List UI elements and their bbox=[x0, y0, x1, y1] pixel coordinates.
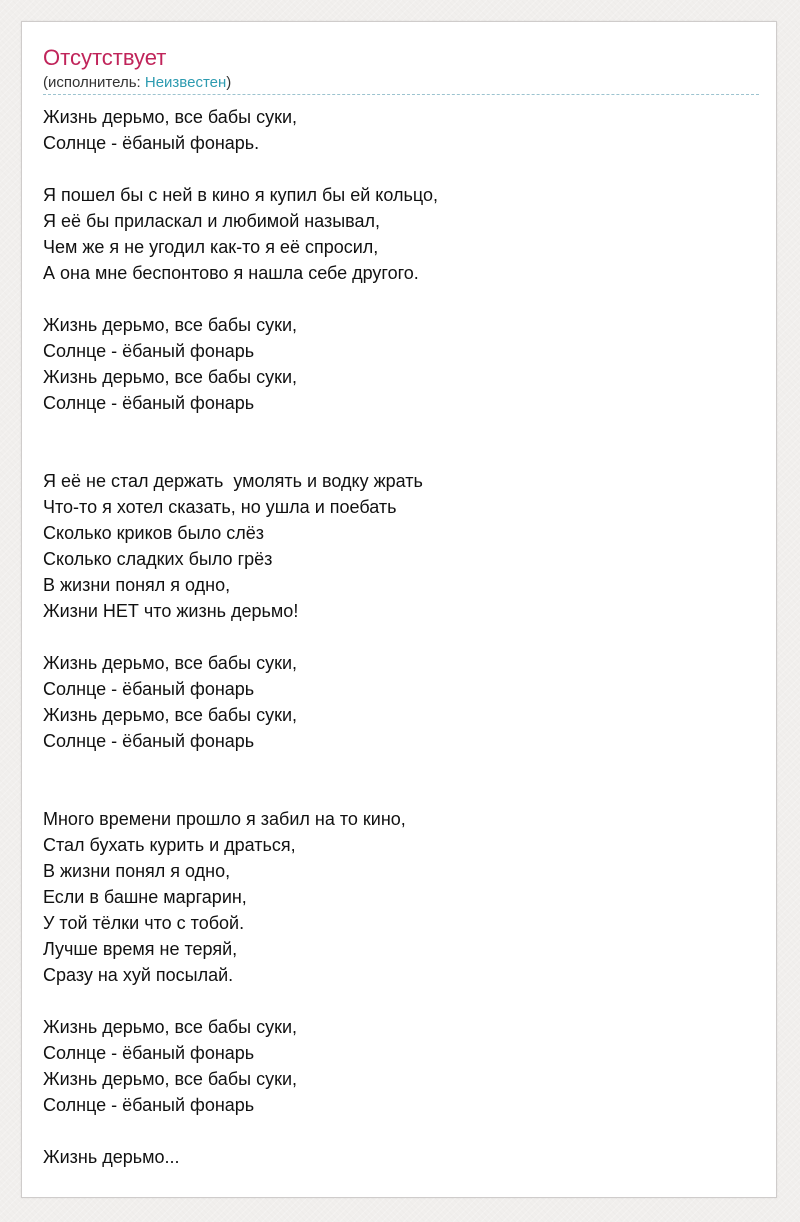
lyric-line: Сколько сладких было грёз bbox=[43, 549, 273, 569]
song-header bbox=[43, 44, 759, 95]
lyric-blank-line bbox=[43, 624, 759, 650]
lyric-line: А она мне беспонтово я нашла себе другого. bbox=[43, 263, 419, 283]
lyric-line: Солнце - ёбаный фонарь bbox=[43, 731, 255, 751]
lyric-line: Солнце - ёбаный фонарь bbox=[43, 341, 255, 361]
lyric-line: Солнце - ёбаный фонарь bbox=[43, 1043, 255, 1063]
lyric-line: Жизнь дерьмо, все бабы суки, bbox=[43, 1069, 297, 1089]
lyric-line: Я её не стал держать умолять и водку жрать bbox=[43, 471, 423, 491]
lyric-line: Сразу на хуй посылай. bbox=[43, 965, 234, 985]
artist-prefix: (исполнитель: bbox=[43, 74, 145, 91]
lyric-line: Жизнь дерьмо... bbox=[43, 1147, 180, 1167]
lyric-line: Сколько криков было слёз bbox=[43, 523, 264, 543]
lyric-line: Жизнь дерьмо, все бабы суки, bbox=[43, 367, 297, 387]
lyric-line: Я пошел бы с ней в кино я купил бы ей кольцо, bbox=[43, 185, 438, 205]
lyric-blank-line bbox=[43, 416, 759, 442]
artist-line bbox=[43, 73, 231, 93]
artist-suffix: ) bbox=[226, 74, 232, 91]
lyric-line: Солнце - ёбаный фонарь bbox=[43, 1095, 255, 1115]
lyric-line: Жизни НЕТ что жизнь дерьмо! bbox=[43, 601, 299, 621]
lyric-blank-line bbox=[43, 156, 759, 182]
lyric-line: Чем же я не угодил как-то я её спросил, bbox=[43, 237, 379, 257]
lyric-line: Стал бухать курить и драться, bbox=[43, 835, 296, 855]
lyric-line: Жизнь дерьмо, все бабы суки, bbox=[43, 107, 297, 127]
lyric-line: Солнце - ёбаный фонарь bbox=[43, 393, 255, 413]
lyric-line: В жизни понял я одно, bbox=[43, 861, 231, 881]
lyric-blank-line bbox=[43, 1118, 759, 1144]
lyric-line: Солнце - ёбаный фонарь bbox=[43, 679, 255, 699]
lyric-line: Что-то я хотел сказать, но ушла и поебать bbox=[43, 497, 397, 517]
artist-link[interactable]: Неизвестен bbox=[144, 74, 227, 91]
lyric-line: Лучше время не теряй, bbox=[43, 939, 238, 959]
lyric-line: Жизнь дерьмо, все бабы суки, bbox=[43, 705, 297, 725]
lyric-line: Жизнь дерьмо, все бабы суки, bbox=[43, 315, 297, 335]
lyric-blank-line bbox=[43, 780, 759, 806]
lyric-blank-line bbox=[43, 754, 759, 780]
lyric-line: Жизнь дерьмо, все бабы суки, bbox=[43, 1017, 297, 1037]
lyric-line: Если в башне маргарин, bbox=[43, 887, 247, 907]
lyric-line: Жизнь дерьмо, все бабы суки, bbox=[43, 653, 297, 673]
lyric-blank-line bbox=[43, 988, 759, 1014]
lyric-blank-line bbox=[43, 286, 759, 312]
lyrics-body bbox=[43, 104, 759, 1170]
lyric-line: У той тёлки что с тобой. bbox=[43, 913, 245, 933]
lyric-blank-line bbox=[43, 442, 759, 468]
lyric-line: Я её бы приласкал и любимой называл, bbox=[43, 211, 381, 231]
lyric-line: Солнце - ёбаный фонарь. bbox=[43, 133, 260, 153]
lyric-line: В жизни понял я одно, bbox=[43, 575, 231, 595]
lyric-line: Много времени прошло я забил на то кино, bbox=[43, 809, 406, 829]
lyrics-card bbox=[21, 21, 777, 1198]
song-title: Отсутствует bbox=[43, 45, 167, 70]
